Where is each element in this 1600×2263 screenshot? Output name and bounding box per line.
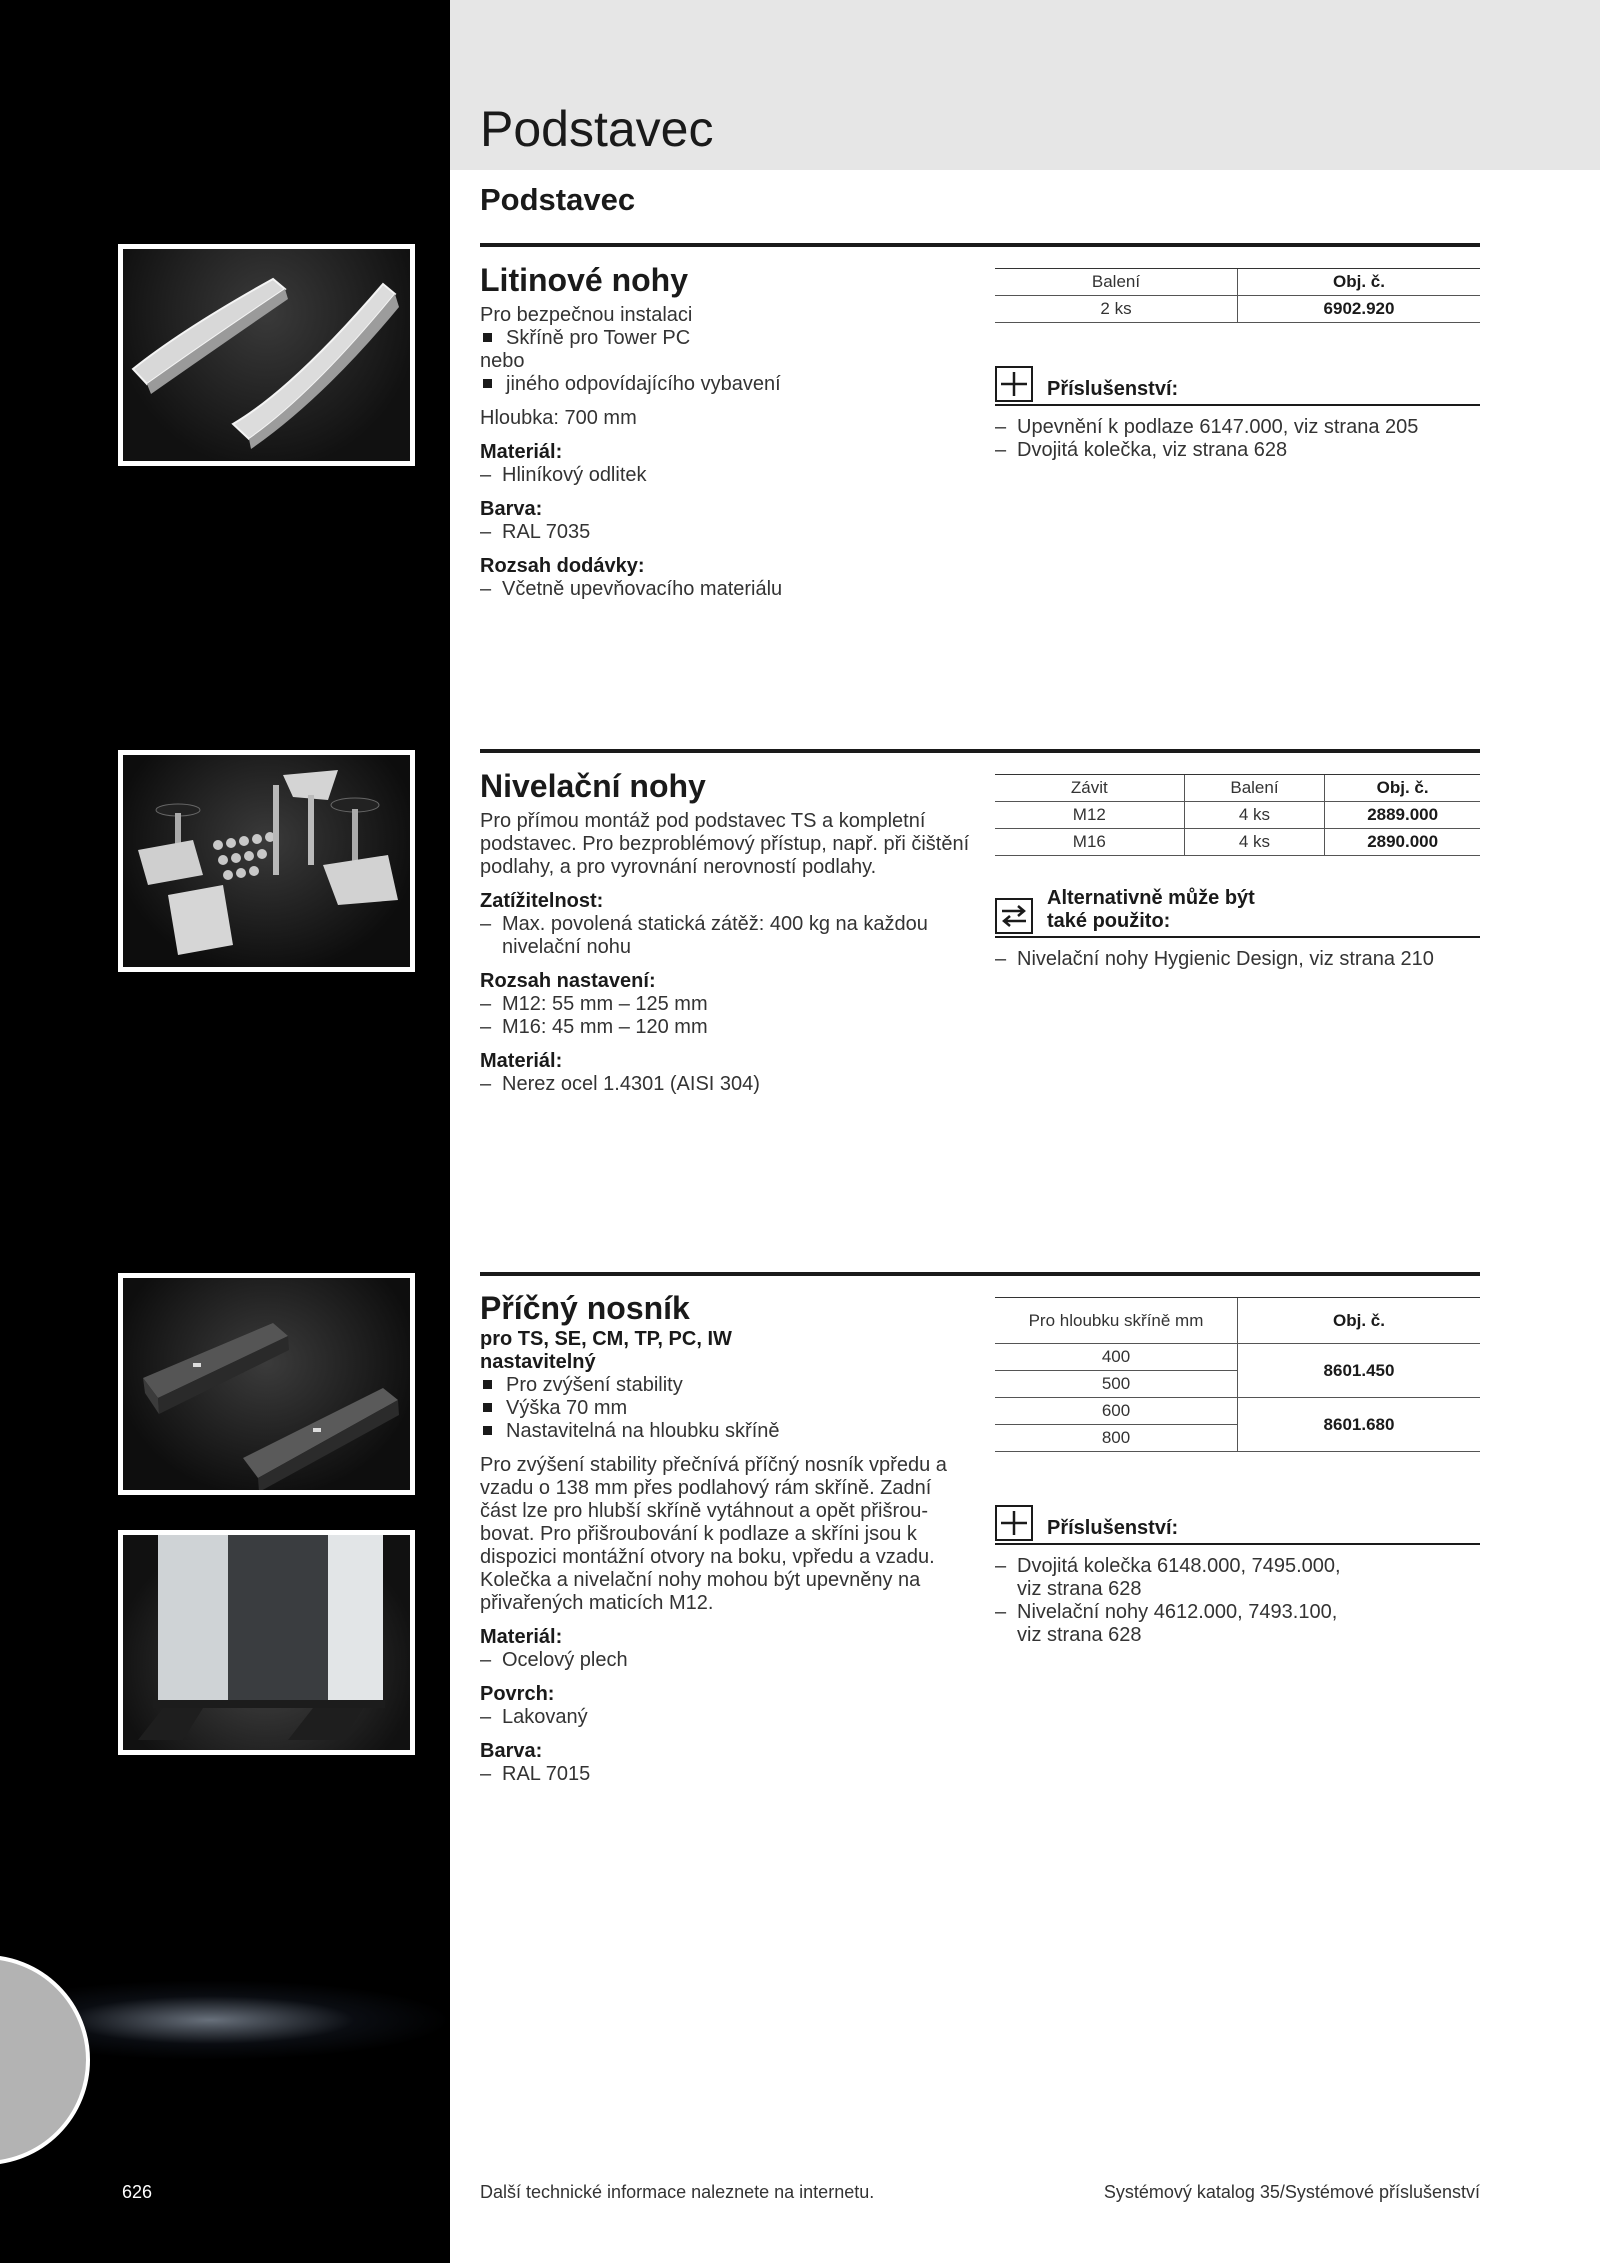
material-value: – Hliníkový odlitek (480, 464, 970, 487)
material-label: Materiál: (480, 1050, 563, 1072)
alternative-item: – Nivelační nohy Hygienic Design, viz strana 210 (995, 948, 1480, 971)
range-value: – M16: 45 mm – 120 mm (480, 1016, 970, 1039)
color-label: Barva: (480, 1740, 543, 1762)
table-cell: 2 ks (995, 296, 1238, 323)
accessory-item: – Upevnění k podlaze 6147.000, viz strana 205 (995, 416, 1480, 439)
depth-text: Hloubka: 700 mm (480, 407, 637, 429)
order-table-leveling-feet (995, 774, 1480, 856)
product-description-cast-feet (480, 262, 970, 601)
table-header: Balení (1184, 775, 1325, 802)
color-label: Barva: (480, 498, 543, 520)
product-title: Nivelační nohy (480, 768, 706, 804)
material-value: – Ocelový plech (480, 1649, 970, 1672)
scope-value: – Včetně upevňovacího materiálu (480, 578, 970, 601)
page-number: 626 (122, 2182, 153, 2202)
bullet-item: Výška 70 mm (480, 1397, 970, 1420)
color-value: – RAL 7015 (480, 1763, 970, 1786)
accessory-item: – Nivelační nohy 4612.000, 7493.100, viz strana 628 (995, 1601, 1365, 1647)
table-cell: M16 (995, 829, 1184, 856)
order-table-cast-feet (995, 268, 1480, 323)
table-cell: 600 (995, 1398, 1238, 1425)
material-label: Materiál: (480, 1626, 563, 1648)
plus-box-icon (995, 1505, 1033, 1541)
table-cell: 400 (995, 1344, 1238, 1371)
swap-arrows-icon (995, 898, 1033, 934)
material-label: Materiál: (480, 441, 563, 463)
section-divider (480, 749, 1480, 753)
product-subtitle: nastavitelný (480, 1351, 596, 1373)
accessories-title: Příslušenství: (1047, 378, 1179, 400)
footer-catalog: Systémový katalog 35/Systémové příslušenství (1103, 2182, 1480, 2202)
surface-value: – Lakovaný (480, 1706, 970, 1729)
table-cell: 8601.450 (1238, 1344, 1481, 1398)
alternatives-title: Alternativně může být také použito: (1047, 887, 1255, 932)
table-header: Obj. č. (1325, 775, 1480, 802)
product-description-cross-member (480, 1290, 970, 1786)
product-subtitle: pro TS, SE, CM, TP, PC, IW (480, 1328, 732, 1350)
scope-label: Rozsah dodávky: (480, 555, 645, 577)
product-title: Příčný nosník (480, 1290, 690, 1326)
table-cell: 4 ks (1184, 829, 1325, 856)
product-image-cross-member (118, 1273, 415, 1495)
alternatives-block (995, 887, 1480, 971)
table-header: Závit (995, 775, 1184, 802)
table-cell: 6902.920 (1238, 296, 1481, 323)
table-row (995, 802, 1480, 829)
section-title: Podstavec (480, 182, 636, 217)
color-value: – RAL 7035 (480, 521, 970, 544)
intro-text: Pro přímou montáž pod podstavec TS a kompletní podstavec. Pro bezproblémový přístup, např. při čištění podlahy, a pro vyrovnání nerovností podlahy. (480, 810, 970, 878)
page-title: Podstavec (480, 101, 714, 157)
accessories-block (995, 1505, 1480, 1647)
plus-box-icon (995, 366, 1033, 402)
table-row (995, 1344, 1480, 1371)
table-cell: 4 ks (1184, 802, 1325, 829)
table-row (995, 829, 1480, 856)
section-divider (480, 243, 1480, 247)
table-header: Pro hloubku skříně mm (995, 1298, 1238, 1344)
table-cell: 2889.000 (1325, 802, 1480, 829)
table-row (995, 1398, 1480, 1425)
range-label: Rozsah nastavení: (480, 970, 656, 992)
table-cell: 500 (995, 1371, 1238, 1398)
table-cell: 2890.000 (1325, 829, 1480, 856)
bullet-item: Pro zvýšení stability (480, 1374, 970, 1397)
accessories-block (995, 366, 1480, 462)
material-value: – Nerez ocel 1.4301 (AISI 304) (480, 1073, 970, 1096)
table-cell: 800 (995, 1425, 1238, 1452)
table-row (995, 296, 1480, 323)
table-cell: 8601.680 (1238, 1398, 1481, 1452)
load-value: – Max. povolená statická zátěž: 400 kg na každou nivelační nohu (480, 913, 970, 959)
accessory-item: – Dvojitá kolečka, viz strana 628 (995, 439, 1480, 462)
bullet-item: Skříně pro Tower PC (480, 327, 970, 350)
accessories-title: Příslušenství: (1047, 1517, 1179, 1539)
product-image-leveling-feet (118, 750, 415, 972)
body-text: Pro zvýšení stability přečnívá příčný nosník vpředu a vzadu o 138 mm přes podlahový rám skříně. Zadní část lze pro hlubší skříně vytáhnout a opět přišrou-bovat. Pro přišroubování k podlaze a skříni jsou k dispozici montážní otvory na boku, vpředu a vzadu. Kolečka a nivelační nohy mohou být upevněny na přivařených maticích M12. (480, 1454, 947, 1614)
bullet-item: jiného odpovídajícího vybavení (480, 373, 970, 396)
table-cell: M12 (995, 802, 1184, 829)
table-header: Obj. č. (1238, 269, 1481, 296)
range-value: – M12: 55 mm – 125 mm (480, 993, 970, 1016)
product-title: Litinové nohy (480, 262, 688, 298)
accessory-item: – Dvojitá kolečka 6148.000, 7495.000, viz strana 628 (995, 1555, 1365, 1601)
load-label: Zatížitelnost: (480, 890, 604, 912)
product-image-cast-feet (118, 244, 415, 466)
order-table-cross-member (995, 1297, 1480, 1452)
surface-label: Povrch: (480, 1683, 555, 1705)
table-header: Balení (995, 269, 1238, 296)
intro-text: Pro bezpečnou instalaci (480, 304, 693, 326)
product-image-cabinet-on-cross-member (118, 1530, 415, 1755)
footer-note: Další technické informace naleznete na internetu. (480, 2182, 875, 2202)
table-header: Obj. č. (1238, 1298, 1481, 1344)
bullet-item: Nastavitelná na hloubku skříně (480, 1420, 970, 1443)
product-description-leveling-feet (480, 768, 970, 1096)
section-divider (480, 1272, 1480, 1276)
connector-text: nebo (480, 350, 525, 372)
